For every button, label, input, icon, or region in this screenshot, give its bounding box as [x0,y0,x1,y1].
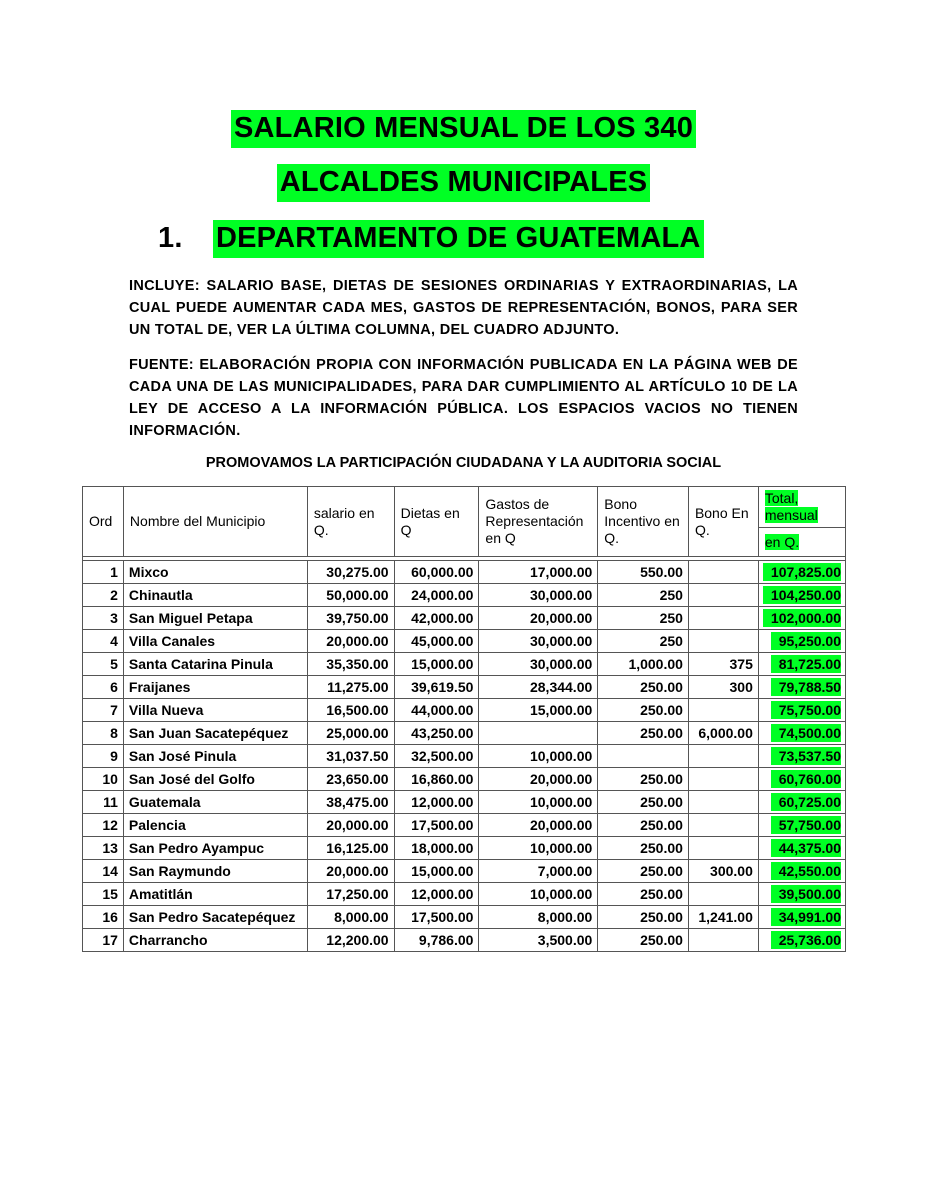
table-row [83,607,846,630]
cell-gastos: 3,500.00 [479,929,598,952]
cell-total [758,883,845,906]
cell-salario: 16,125.00 [307,837,394,860]
fuente-paragraph: FUENTE: ELABORACIÓN PROPIA CON INFORMACIÓN PUBLICADA EN LA PÁGINA WEB DE CADA UNA DE LAS MUNICIPALIDADES, PARA DAR CUMPLIMIENTO AL ARTÍCULO 10 DE LA LEY DE ACCESO A LA INFORMACIÓN PÚBLICA. LOS ESPACIOS VACIOS NO TIENEN INFORMACIÓN. [129,357,798,439]
cell-total-value: 104,250.00 [763,586,841,604]
cell-total-value: 81,725.00 [771,655,841,673]
cell-gastos: 30,000.00 [479,630,598,653]
promo-text: PROMOVAMOS LA PARTICIPACIÓN CIUDADANA Y LA AUDITORIA SOCIAL [205,455,722,471]
cell-dietas: 9,786.00 [394,929,479,952]
cell-salario: 23,650.00 [307,768,394,791]
cell-total [758,676,845,699]
cell-total-value: 25,736.00 [771,931,841,949]
cell-bono [688,584,758,607]
cell-gastos: 28,344.00 [479,676,598,699]
cell-dietas: 15,000.00 [394,860,479,883]
cell-total-value: 39,500.00 [771,885,841,903]
cell-bono [688,837,758,860]
table-row [83,561,846,584]
cell-municipio: San Raymundo [123,860,307,883]
cell-total [758,722,845,745]
cell-total-value: 60,725.00 [771,793,841,811]
cell-gastos: 10,000.00 [479,837,598,860]
cell-ord: 12 [83,814,124,837]
cell-total-value: 79,788.50 [771,678,841,696]
cell-total-value: 57,750.00 [771,816,841,834]
cell-ord: 6 [83,676,124,699]
table-row [83,699,846,722]
title-line-1-text: SALARIO MENSUAL DE LOS 340 [231,110,696,148]
section-title: DEPARTAMENTO DE GUATEMALA [213,220,704,258]
cell-ord: 1 [83,561,124,584]
cell-total [758,929,845,952]
cell-bono-incentivo: 250.00 [598,699,689,722]
header-bono: Bono En Q. [688,487,758,557]
header-total [758,487,845,528]
table-row [83,768,846,791]
cell-bono-incentivo: 250.00 [598,837,689,860]
cell-bono: 1,241.00 [688,906,758,929]
cell-gastos [479,722,598,745]
header-gastos: Gastos de Representación en Q [479,487,598,557]
cell-bono-incentivo [598,745,689,768]
cell-total-value: 75,750.00 [771,701,841,719]
cell-total-value: 107,825.00 [763,563,841,581]
cell-municipio: San Pedro Sacatepéquez [123,906,307,929]
cell-bono-incentivo: 550.00 [598,561,689,584]
header-total-unit-text: en Q. [764,533,800,550]
cell-dietas: 60,000.00 [394,561,479,584]
cell-bono-incentivo: 250.00 [598,676,689,699]
cell-gastos: 30,000.00 [479,653,598,676]
cell-ord: 3 [83,607,124,630]
cell-dietas: 16,860.00 [394,768,479,791]
cell-salario: 20,000.00 [307,860,394,883]
cell-municipio: Amatitlán [123,883,307,906]
cell-total-value: 60,760.00 [771,770,841,788]
cell-bono: 300 [688,676,758,699]
cell-total-value: 34,991.00 [771,908,841,926]
cell-salario: 35,350.00 [307,653,394,676]
cell-bono-incentivo: 250.00 [598,722,689,745]
cell-total [758,561,845,584]
cell-total [758,653,845,676]
cell-municipio: San Juan Sacatepéquez [123,722,307,745]
cell-municipio: San José del Golfo [123,768,307,791]
cell-ord: 8 [83,722,124,745]
cell-ord: 17 [83,929,124,952]
cell-bono-incentivo: 250.00 [598,768,689,791]
cell-salario: 11,275.00 [307,676,394,699]
cell-salario: 20,000.00 [307,814,394,837]
cell-municipio: San Miguel Petapa [123,607,307,630]
cell-gastos: 15,000.00 [479,699,598,722]
cell-salario: 12,200.00 [307,929,394,952]
cell-dietas: 15,000.00 [394,653,479,676]
table-row [83,906,846,929]
cell-bono-incentivo: 250.00 [598,791,689,814]
cell-ord: 10 [83,768,124,791]
cell-ord: 9 [83,745,124,768]
title-line-2 [0,166,927,199]
table-row [83,630,846,653]
table-row [83,837,846,860]
cell-ord: 5 [83,653,124,676]
cell-gastos: 17,000.00 [479,561,598,584]
cell-total [758,860,845,883]
cell-total [758,630,845,653]
table-row [83,883,846,906]
table-row [83,814,846,837]
cell-salario: 50,000.00 [307,584,394,607]
cell-dietas: 44,000.00 [394,699,479,722]
title-line-2-text: ALCALDES MUNICIPALES [277,164,651,202]
cell-total-value: 44,375.00 [771,839,841,857]
cell-dietas: 42,000.00 [394,607,479,630]
header-bono-incentivo: Bono Incentivo en Q. [598,487,689,557]
cell-bono: 6,000.00 [688,722,758,745]
cell-bono-incentivo: 250.00 [598,814,689,837]
cell-gastos: 10,000.00 [479,745,598,768]
cell-gastos: 10,000.00 [479,791,598,814]
cell-municipio: Chinautla [123,584,307,607]
cell-municipio: San Pedro Ayampuc [123,837,307,860]
cell-ord: 4 [83,630,124,653]
cell-bono [688,745,758,768]
salary-table [82,486,846,952]
cell-salario: 31,037.50 [307,745,394,768]
cell-municipio: Palencia [123,814,307,837]
cell-salario: 39,750.00 [307,607,394,630]
cell-salario: 20,000.00 [307,630,394,653]
cell-total [758,906,845,929]
cell-municipio: Mixco [123,561,307,584]
cell-total [758,699,845,722]
cell-bono [688,607,758,630]
table-body [83,561,846,952]
cell-municipio: Villa Canales [123,630,307,653]
cell-dietas: 18,000.00 [394,837,479,860]
cell-bono-incentivo: 250 [598,584,689,607]
section-heading [158,222,704,255]
cell-bono [688,929,758,952]
cell-gastos: 7,000.00 [479,860,598,883]
section-number: 1. [158,222,183,254]
cell-total-value: 73,537.50 [771,747,841,765]
cell-gastos: 20,000.00 [479,607,598,630]
cell-dietas: 24,000.00 [394,584,479,607]
cell-dietas: 17,500.00 [394,814,479,837]
cell-ord: 7 [83,699,124,722]
cell-gastos: 30,000.00 [479,584,598,607]
cell-bono-incentivo: 250.00 [598,883,689,906]
cell-bono [688,561,758,584]
cell-salario: 8,000.00 [307,906,394,929]
cell-dietas: 17,500.00 [394,906,479,929]
table-row [83,791,846,814]
cell-ord: 15 [83,883,124,906]
cell-municipio: Fraijanes [123,676,307,699]
cell-ord: 11 [83,791,124,814]
cell-ord: 14 [83,860,124,883]
table-row [83,860,846,883]
header-municipio: Nombre del Municipio [123,487,307,557]
cell-bono-incentivo: 1,000.00 [598,653,689,676]
table-row [83,653,846,676]
cell-total-value: 42,550.00 [771,862,841,880]
cell-ord: 13 [83,837,124,860]
cell-total [758,791,845,814]
cell-gastos: 8,000.00 [479,906,598,929]
cell-total [758,814,845,837]
cell-municipio: Villa Nueva [123,699,307,722]
cell-salario: 30,275.00 [307,561,394,584]
cell-bono: 300.00 [688,860,758,883]
cell-ord: 2 [83,584,124,607]
cell-municipio: Charrancho [123,929,307,952]
table-row [83,929,846,952]
cell-total [758,837,845,860]
cell-bono-incentivo: 250.00 [598,906,689,929]
cell-total-value: 74,500.00 [771,724,841,742]
cell-bono-incentivo: 250.00 [598,860,689,883]
cell-total-value: 102,000.00 [763,609,841,627]
cell-ord: 16 [83,906,124,929]
cell-bono [688,791,758,814]
cell-salario: 38,475.00 [307,791,394,814]
cell-dietas: 32,500.00 [394,745,479,768]
table-row [83,722,846,745]
cell-total [758,584,845,607]
cell-municipio: Guatemala [123,791,307,814]
cell-total [758,607,845,630]
incluye-paragraph: INCLUYE: SALARIO BASE, DIETAS DE SESIONES ORDINARIAS Y EXTRAORDINARIAS, LA CUAL PUEDE AUMENTAR CADA MES, GASTOS DE REPRESENTACIÓN, BONOS, PARA SER UN TOTAL DE, VER LA ÚLTIMA COLUMNA, DEL CUADRO ADJUNTO. [129,278,798,338]
table-row [83,745,846,768]
cell-total [758,745,845,768]
header-dietas: Dietas en Q [394,487,479,557]
header-salario: salario en Q. [307,487,394,557]
cell-gastos: 20,000.00 [479,768,598,791]
cell-dietas: 45,000.00 [394,630,479,653]
cell-bono-incentivo: 250 [598,630,689,653]
cell-salario: 25,000.00 [307,722,394,745]
cell-bono [688,814,758,837]
cell-bono: 375 [688,653,758,676]
cell-bono [688,883,758,906]
cell-bono-incentivo: 250.00 [598,929,689,952]
cell-dietas: 43,250.00 [394,722,479,745]
header-total-text: Total, mensual [764,490,818,523]
table-row [83,676,846,699]
cell-bono-incentivo: 250 [598,607,689,630]
table-row [83,584,846,607]
cell-total [758,768,845,791]
header-ord: Ord [83,487,124,557]
cell-dietas: 12,000.00 [394,791,479,814]
cell-municipio: Santa Catarina Pinula [123,653,307,676]
cell-salario: 16,500.00 [307,699,394,722]
cell-municipio: San José Pinula [123,745,307,768]
cell-salario: 17,250.00 [307,883,394,906]
cell-dietas: 12,000.00 [394,883,479,906]
cell-dietas: 39,619.50 [394,676,479,699]
cell-bono [688,699,758,722]
cell-gastos: 10,000.00 [479,883,598,906]
title-line-1 [0,112,927,145]
cell-bono [688,768,758,791]
cell-total-value: 95,250.00 [771,632,841,650]
cell-gastos: 20,000.00 [479,814,598,837]
cell-bono [688,630,758,653]
header-total-unit [758,528,845,557]
